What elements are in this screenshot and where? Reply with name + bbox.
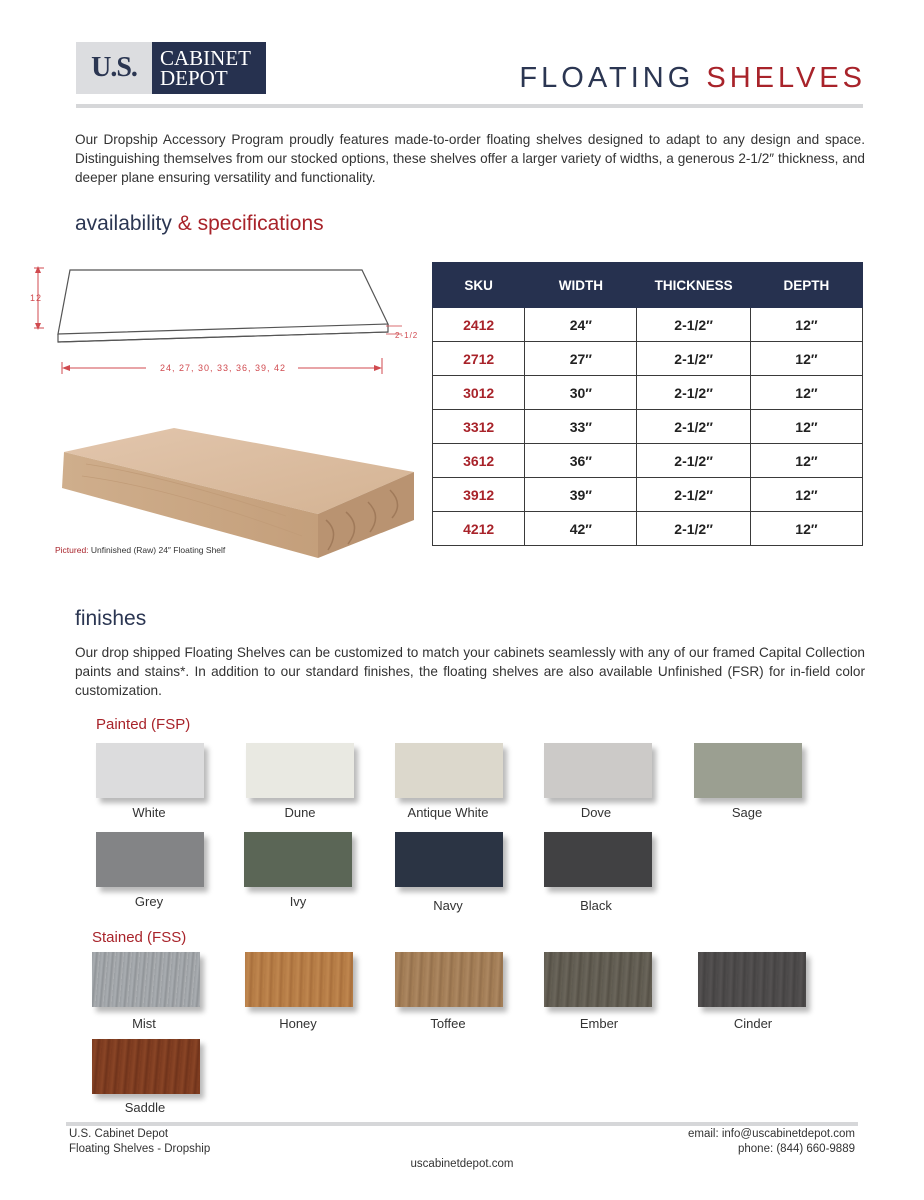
footer-doc-name: Floating Shelves - Dropship xyxy=(69,1143,211,1155)
table-row xyxy=(433,444,863,478)
thickness-label: 2-1/2 xyxy=(395,331,419,340)
swatch-label: Ivy xyxy=(289,894,307,909)
logo-cabinet-depot-block xyxy=(152,42,266,94)
swatch-cinder xyxy=(698,952,806,1007)
spec-table-header-row xyxy=(433,263,863,308)
spec-table xyxy=(432,262,863,546)
cell-depth: 12″ xyxy=(750,512,862,546)
swatch-label: Ember xyxy=(579,1016,619,1031)
footer-right xyxy=(688,1127,855,1157)
table-row xyxy=(433,478,863,512)
cell-thickness: 2-1/2″ xyxy=(637,512,751,546)
swatch-white xyxy=(96,743,204,798)
finishes-paragraph: Our drop shipped Floating Shelves can be customized to match your cabinets seamlessly with any of our framed Capital Collection paints and stains*. In addition to our standard finishes, the floating shelves are also available Unfinished (FSR) for in-field color customization. xyxy=(75,645,865,698)
logo-us-text: U.S. xyxy=(91,52,137,83)
image-caption xyxy=(55,545,225,555)
swatch-mist xyxy=(92,952,200,1007)
cell-width: 24″ xyxy=(525,308,637,342)
cell-thickness: 2-1/2″ xyxy=(637,342,751,376)
cell-sku: 2712 xyxy=(433,342,525,376)
swatch-dune xyxy=(246,743,354,798)
swatch-label: Toffee xyxy=(430,1016,466,1031)
swatch-label: White xyxy=(132,805,166,820)
header-width: WIDTH xyxy=(525,263,637,308)
cell-sku: 4212 xyxy=(433,512,525,546)
header-sku: SKU xyxy=(433,263,525,308)
title-part1: FLOATING xyxy=(519,62,695,94)
shelf-product-image xyxy=(56,424,416,560)
title-part2: SHELVES xyxy=(706,62,866,94)
swatch-antique-white xyxy=(395,743,503,798)
company-logo xyxy=(76,42,266,94)
painted-group-title: Painted (FSP) xyxy=(96,716,191,733)
availability-heading-amp: & xyxy=(177,212,192,235)
cell-sku: 3012 xyxy=(433,376,525,410)
table-row xyxy=(433,308,863,342)
table-row xyxy=(433,376,863,410)
table-row xyxy=(433,342,863,376)
header-thickness: THICKNESS xyxy=(637,263,751,308)
swatch-label: Dune xyxy=(284,805,316,820)
caption-prefix: Pictured: xyxy=(55,545,89,555)
logo-us-block xyxy=(76,42,152,94)
swatch-honey xyxy=(245,952,353,1007)
availability-heading-part2: specifications xyxy=(197,212,324,235)
cell-width: 36″ xyxy=(525,444,637,478)
swatch-navy xyxy=(395,832,503,887)
swatch-label: Mist xyxy=(132,1016,156,1031)
cell-width: 27″ xyxy=(525,342,637,376)
swatch-label: Black xyxy=(580,898,612,913)
finishes-heading: finishes xyxy=(75,607,147,630)
logo-cabinet-text: CABINET xyxy=(160,46,251,70)
cell-depth: 12″ xyxy=(750,308,862,342)
shelf-top-outline xyxy=(58,270,388,334)
table-row xyxy=(433,410,863,444)
cell-sku: 2412 xyxy=(433,308,525,342)
cell-width: 42″ xyxy=(525,512,637,546)
stained-group-title: Stained (FSS) xyxy=(92,929,187,946)
cell-sku: 3912 xyxy=(433,478,525,512)
footer-company: U.S. Cabinet Depot xyxy=(69,1128,169,1140)
swatch-dove xyxy=(544,743,652,798)
cell-depth: 12″ xyxy=(750,376,862,410)
depth-label: 12 xyxy=(30,293,43,303)
cell-thickness: 2-1/2″ xyxy=(637,308,751,342)
swatch-ember xyxy=(544,952,652,1007)
availability-heading xyxy=(75,212,324,236)
cell-width: 39″ xyxy=(525,478,637,512)
swatch-ivy xyxy=(244,832,352,887)
table-row xyxy=(433,512,863,546)
footer-email[interactable]: email: info@uscabinetdepot.com xyxy=(687,1128,855,1140)
cell-width: 30″ xyxy=(525,376,637,410)
intro-paragraph: Our Dropship Accessory Program proudly features made-to-order floating shelves designed to adapt to any design and space. Distinguishing themselves from our stocked options, these shelves offer a larger variety of widths, a generous 2-1/2″ thickness, and deeper plane ensuring versatility and functionality. xyxy=(75,132,865,185)
swatch-black xyxy=(544,832,652,887)
swatch-label: Honey xyxy=(279,1016,317,1031)
page-title xyxy=(519,62,866,95)
cell-depth: 12″ xyxy=(750,444,862,478)
logo-depot-text: DEPOT xyxy=(160,66,228,90)
swatch-label: Grey xyxy=(134,894,164,909)
cell-thickness: 2-1/2″ xyxy=(637,444,751,478)
cell-sku: 3612 xyxy=(433,444,525,478)
header-depth: DEPTH xyxy=(750,263,862,308)
swatch-label: Navy xyxy=(433,898,463,913)
cell-sku: 3312 xyxy=(433,410,525,444)
footer-left xyxy=(69,1127,210,1157)
swatch-label: Antique White xyxy=(407,805,489,820)
cell-width: 33″ xyxy=(525,410,637,444)
swatch-label: Dove xyxy=(580,805,612,820)
swatch-grey xyxy=(96,832,204,887)
width-label: 24, 27, 30, 33, 36, 39, 42 xyxy=(159,363,287,373)
availability-heading-part1: availability xyxy=(75,212,172,235)
footer-website[interactable]: uscabinetdepot.com xyxy=(410,1158,514,1170)
swatch-sage xyxy=(694,743,802,798)
cell-thickness: 2-1/2″ xyxy=(637,478,751,512)
cell-depth: 12″ xyxy=(750,410,862,444)
swatch-label: Sage xyxy=(731,805,763,820)
footer-phone: phone: (844) 660-9889 xyxy=(737,1143,855,1155)
header-divider xyxy=(76,104,863,108)
cell-depth: 12″ xyxy=(750,342,862,376)
swatch-label: Cinder xyxy=(733,1016,773,1031)
footer-divider xyxy=(66,1122,858,1126)
cell-thickness: 2-1/2″ xyxy=(637,376,751,410)
swatch-label: Saddle xyxy=(124,1100,166,1115)
caption-text: Unfinished (Raw) 24″ Floating Shelf xyxy=(90,545,226,555)
cell-thickness: 2-1/2″ xyxy=(637,410,751,444)
swatch-toffee xyxy=(395,952,503,1007)
swatch-saddle xyxy=(92,1039,200,1094)
cell-depth: 12″ xyxy=(750,478,862,512)
